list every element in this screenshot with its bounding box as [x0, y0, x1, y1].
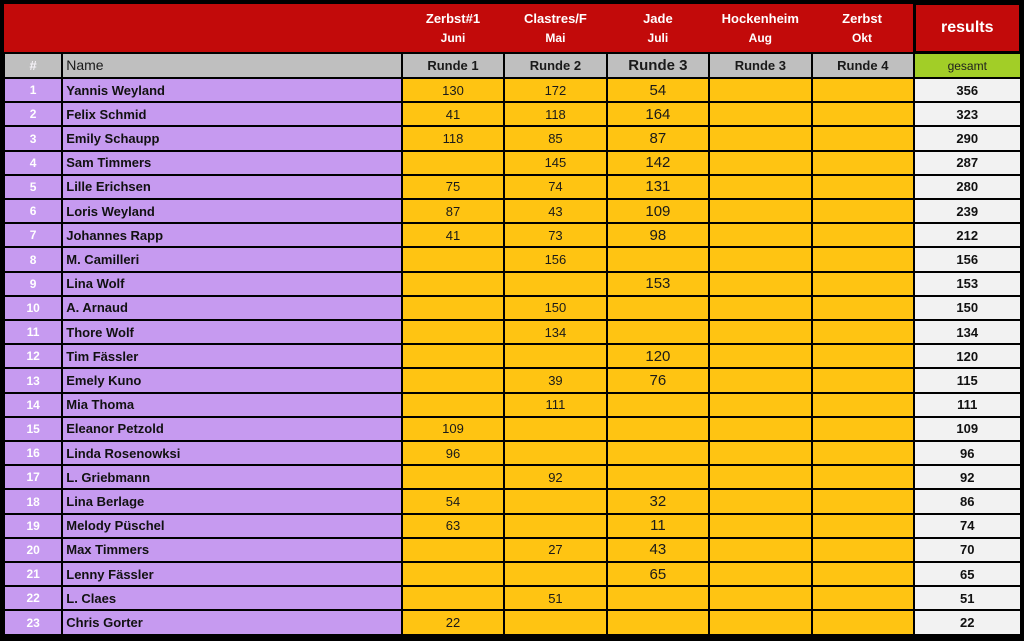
round-cell [709, 441, 811, 465]
name-cell: Lina Wolf [62, 272, 402, 296]
round-cell [812, 514, 914, 538]
rank-cell: 13 [4, 368, 62, 392]
round-cell: 32 [607, 489, 709, 513]
event-month: Mai [545, 30, 566, 45]
standings-body [4, 78, 1021, 635]
round-cell: 41 [402, 102, 504, 126]
table-row [4, 247, 1021, 271]
name-cell: Felix Schmid [62, 102, 402, 126]
round-cell [812, 272, 914, 296]
rank-cell: 23 [4, 610, 62, 635]
total-cell: 212 [914, 223, 1020, 247]
round-cell [402, 296, 504, 320]
round-cell [607, 465, 709, 489]
total-cell: 120 [914, 344, 1020, 368]
round-cell [607, 417, 709, 441]
event-month: Okt [852, 30, 873, 45]
total-cell: 109 [914, 417, 1020, 441]
round-column-header-2: Runde 2 [504, 53, 606, 79]
total-cell: 92 [914, 465, 1020, 489]
event-month: Juli [647, 30, 669, 45]
round-cell [812, 465, 914, 489]
event-name: Hockenheim [721, 10, 799, 26]
event-month: Aug [748, 30, 772, 45]
table-row [4, 417, 1021, 441]
name-cell: Linda Rosenowksi [62, 441, 402, 465]
round-cell: 98 [607, 223, 709, 247]
name-cell: Max Timmers [62, 538, 402, 562]
round-cell [812, 562, 914, 586]
round-cell [812, 417, 914, 441]
rank-cell: 6 [4, 199, 62, 223]
event-name: Clastres/F [523, 10, 587, 26]
round-cell: 73 [504, 223, 606, 247]
round-cell [504, 272, 606, 296]
round-cell [504, 489, 606, 513]
name-cell: Yannis Weyland [62, 78, 402, 102]
round-cell: 43 [504, 199, 606, 223]
round-cell [709, 562, 811, 586]
total-cell: 96 [914, 441, 1020, 465]
round-cell: 27 [504, 538, 606, 562]
round-cell [812, 586, 914, 610]
round-cell [504, 562, 606, 586]
round-column-header-1: Runde 1 [402, 53, 504, 79]
round-cell: 74 [504, 175, 606, 199]
round-column-header-4: Runde 3 [709, 53, 811, 79]
name-cell: L. Claes [62, 586, 402, 610]
table-row [4, 586, 1021, 610]
table-row [4, 344, 1021, 368]
round-cell [709, 514, 811, 538]
name-cell: Johannes Rapp [62, 223, 402, 247]
round-cell [709, 126, 811, 150]
round-cell: 96 [402, 441, 504, 465]
table-row [4, 393, 1021, 417]
round-cell: 164 [607, 102, 709, 126]
table-row [4, 272, 1021, 296]
gesamt-column-header: gesamt [914, 53, 1020, 79]
round-cell [812, 199, 914, 223]
round-cell: 54 [607, 78, 709, 102]
round-cell [402, 393, 504, 417]
round-cell [402, 320, 504, 344]
round-cell [709, 199, 811, 223]
total-cell: 115 [914, 368, 1020, 392]
round-cell [709, 465, 811, 489]
round-cell: 54 [402, 489, 504, 513]
round-cell [402, 562, 504, 586]
round-cell [812, 610, 914, 635]
table-row [4, 538, 1021, 562]
round-cell: 131 [607, 175, 709, 199]
table-row [4, 223, 1021, 247]
rank-cell: 15 [4, 417, 62, 441]
rank-cell: 3 [4, 126, 62, 150]
round-cell [812, 175, 914, 199]
round-cell [402, 586, 504, 610]
rank-cell: 22 [4, 586, 62, 610]
round-column-header-5: Runde 4 [812, 53, 914, 79]
table-row [4, 78, 1021, 102]
table-row [4, 102, 1021, 126]
round-cell [709, 610, 811, 635]
rank-cell: 18 [4, 489, 62, 513]
round-cell [709, 586, 811, 610]
total-cell: 65 [914, 562, 1020, 586]
round-cell [709, 296, 811, 320]
round-cell [812, 441, 914, 465]
round-cell [607, 320, 709, 344]
round-cell: 111 [504, 393, 606, 417]
round-cell [504, 344, 606, 368]
round-cell [812, 320, 914, 344]
round-cell: 145 [504, 151, 606, 175]
name-cell: Tim Fässler [62, 344, 402, 368]
total-cell: 74 [914, 514, 1020, 538]
round-cell [402, 247, 504, 271]
round-cell [504, 610, 606, 635]
round-cell [709, 175, 811, 199]
name-cell: A. Arnaud [62, 296, 402, 320]
table-row [4, 199, 1021, 223]
name-cell: Thore Wolf [62, 320, 402, 344]
round-cell [709, 538, 811, 562]
total-cell: 150 [914, 296, 1020, 320]
round-cell [607, 296, 709, 320]
round-cell: 109 [607, 199, 709, 223]
round-cell: 142 [607, 151, 709, 175]
round-cell [709, 223, 811, 247]
round-cell [709, 344, 811, 368]
total-cell: 70 [914, 538, 1020, 562]
round-cell: 39 [504, 368, 606, 392]
round-cell: 51 [504, 586, 606, 610]
rank-cell: 2 [4, 102, 62, 126]
round-cell [607, 610, 709, 635]
table-row [4, 562, 1021, 586]
name-cell: Emily Schaupp [62, 126, 402, 150]
round-cell [709, 78, 811, 102]
round-cell [504, 441, 606, 465]
table-row [4, 151, 1021, 175]
round-cell: 109 [402, 417, 504, 441]
rank-cell: 19 [4, 514, 62, 538]
round-cell: 22 [402, 610, 504, 635]
round-cell: 92 [504, 465, 606, 489]
event-header-zerbst2 [812, 4, 914, 53]
round-cell [709, 368, 811, 392]
name-cell: L. Griebmann [62, 465, 402, 489]
round-cell: 85 [504, 126, 606, 150]
events-band-corner [4, 4, 402, 53]
table-row [4, 126, 1021, 150]
round-cell: 130 [402, 78, 504, 102]
round-cell [402, 465, 504, 489]
round-cell: 87 [402, 199, 504, 223]
table-row [4, 514, 1021, 538]
round-column-header-3: Runde 3 [607, 53, 709, 79]
rank-cell: 21 [4, 562, 62, 586]
total-cell: 356 [914, 78, 1020, 102]
table-row [4, 465, 1021, 489]
round-cell [709, 393, 811, 417]
total-cell: 51 [914, 586, 1020, 610]
event-name: Zerbst#1 [425, 10, 481, 26]
round-cell: 134 [504, 320, 606, 344]
name-column-header: Name [62, 53, 402, 79]
round-cell [812, 102, 914, 126]
total-cell: 156 [914, 247, 1020, 271]
events-header-row [4, 4, 1021, 53]
rank-cell: 11 [4, 320, 62, 344]
round-cell: 43 [607, 538, 709, 562]
round-cell [812, 78, 914, 102]
rank-cell: 5 [4, 175, 62, 199]
name-cell: Sam Timmers [62, 151, 402, 175]
round-cell [812, 344, 914, 368]
round-cell [402, 272, 504, 296]
rank-cell: 7 [4, 223, 62, 247]
round-cell [812, 296, 914, 320]
round-cell [402, 368, 504, 392]
rank-column-header: # [4, 53, 62, 79]
round-cell [402, 538, 504, 562]
table-row [4, 296, 1021, 320]
round-cell [709, 272, 811, 296]
round-cell [812, 393, 914, 417]
round-cell [812, 538, 914, 562]
total-cell: 134 [914, 320, 1020, 344]
name-cell: Mia Thoma [62, 393, 402, 417]
event-header-hockenheim [709, 4, 811, 53]
event-header-clastres [504, 4, 606, 53]
round-cell [812, 151, 914, 175]
round-cell [812, 368, 914, 392]
table-row [4, 441, 1021, 465]
event-name: Jade [643, 10, 673, 26]
round-cell [607, 247, 709, 271]
event-name: Zerbst [842, 10, 882, 26]
round-cell: 63 [402, 514, 504, 538]
rank-cell: 17 [4, 465, 62, 489]
round-cell: 76 [607, 368, 709, 392]
total-cell: 111 [914, 393, 1020, 417]
name-cell: Loris Weyland [62, 199, 402, 223]
table-row [4, 320, 1021, 344]
rank-cell: 4 [4, 151, 62, 175]
round-cell [504, 417, 606, 441]
round-cell: 153 [607, 272, 709, 296]
table-row [4, 489, 1021, 513]
total-cell: 239 [914, 199, 1020, 223]
round-cell: 118 [402, 126, 504, 150]
total-cell: 280 [914, 175, 1020, 199]
round-cell [709, 320, 811, 344]
rank-cell: 16 [4, 441, 62, 465]
event-month: Juni [440, 30, 466, 45]
round-cell [402, 344, 504, 368]
rank-cell: 14 [4, 393, 62, 417]
round-cell [709, 151, 811, 175]
round-cell: 172 [504, 78, 606, 102]
column-header-row [4, 53, 1021, 79]
rank-cell: 12 [4, 344, 62, 368]
total-cell: 287 [914, 151, 1020, 175]
round-cell [607, 393, 709, 417]
total-cell: 323 [914, 102, 1020, 126]
name-cell: Lina Berlage [62, 489, 402, 513]
name-cell: Emely Kuno [62, 368, 402, 392]
rank-cell: 10 [4, 296, 62, 320]
round-cell [607, 441, 709, 465]
round-cell [812, 247, 914, 271]
round-cell [812, 126, 914, 150]
round-cell [709, 417, 811, 441]
round-cell [504, 514, 606, 538]
results-header: results [914, 4, 1020, 53]
round-cell: 75 [402, 175, 504, 199]
round-cell [709, 247, 811, 271]
round-cell: 150 [504, 296, 606, 320]
name-cell: Lille Erichsen [62, 175, 402, 199]
round-cell [709, 489, 811, 513]
name-cell: Melody Püschel [62, 514, 402, 538]
table-row [4, 610, 1021, 635]
name-cell: Chris Gorter [62, 610, 402, 635]
round-cell: 120 [607, 344, 709, 368]
total-cell: 86 [914, 489, 1020, 513]
name-cell: Lenny Fässler [62, 562, 402, 586]
total-cell: 22 [914, 610, 1020, 635]
rank-cell: 1 [4, 78, 62, 102]
round-cell [709, 102, 811, 126]
round-cell: 11 [607, 514, 709, 538]
standings-table [3, 2, 1022, 636]
rank-cell: 20 [4, 538, 62, 562]
round-cell: 87 [607, 126, 709, 150]
round-cell [607, 586, 709, 610]
round-cell: 65 [607, 562, 709, 586]
rank-cell: 8 [4, 247, 62, 271]
total-cell: 153 [914, 272, 1020, 296]
name-cell: M. Camilleri [62, 247, 402, 271]
round-cell [812, 489, 914, 513]
table-row [4, 175, 1021, 199]
name-cell: Eleanor Petzold [62, 417, 402, 441]
round-cell: 118 [504, 102, 606, 126]
round-cell: 156 [504, 247, 606, 271]
round-cell [402, 151, 504, 175]
event-header-jade [607, 4, 709, 53]
round-cell [812, 223, 914, 247]
event-header-zerbst1 [402, 4, 504, 53]
table-row [4, 368, 1021, 392]
total-cell: 290 [914, 126, 1020, 150]
round-cell: 41 [402, 223, 504, 247]
rank-cell: 9 [4, 272, 62, 296]
